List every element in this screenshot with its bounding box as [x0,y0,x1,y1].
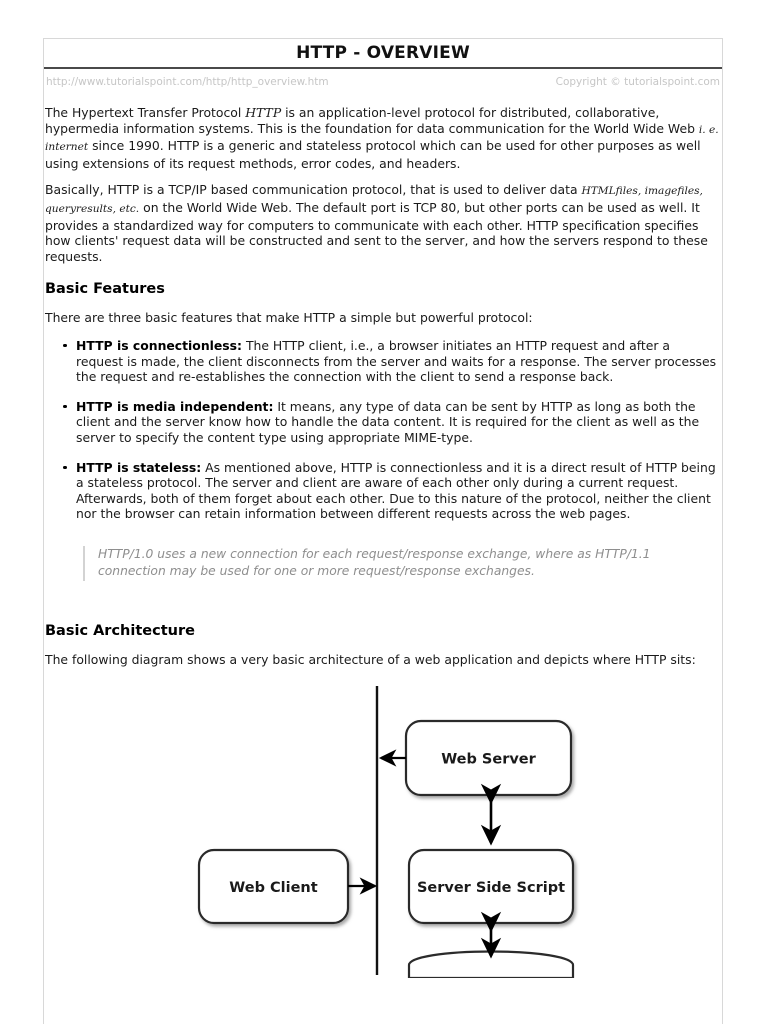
diagram-node-web-client [199,850,348,923]
diagram-node-web-server [406,721,571,795]
note-callout: HTTP/1.0 uses a new connection for each request/response exchange, where as HTTP/1.1 connection may be used for one or more request/response exchanges. [83,546,721,581]
basic-features-intro: There are three basic features that make HTTP a simple but powerful protocol: [45,310,533,326]
intro-p1-italic-internet: i. e. internet [45,123,719,154]
architecture-diagram-svg [45,678,723,978]
feature-lead: HTTP is connectionless: [76,337,242,353]
intro-p1-text-3: since 1990. HTTP is a generic and stateless protocol which can be used for other purposes as well using extensions of its request methods, error codes, and headers. [45,138,701,171]
list-item [45,338,721,385]
feature-lead: HTTP is media independent: [76,398,274,414]
basic-features-list [45,338,721,522]
heading-basic-features: Basic Features [45,281,165,298]
intro-p2-italic-datatypes: HTMLfiles, imagefiles, queryresults, etc. [45,185,703,215]
intro-p2-text-1: Basically, HTTP is a TCP/IP based communication protocol, that is used to deliver data [45,182,582,198]
heading-basic-architecture: Basic Architecture [45,622,195,639]
intro-p1-italic-http: HTTP [245,105,282,120]
document-meta-row [44,69,722,91]
document-title-bar [44,39,722,69]
web-server-label: Web Server [441,751,536,768]
intro-p1-text-1: The Hypertext Transfer Protocol [45,105,246,120]
feature-lead: HTTP is stateless: [76,459,202,475]
page-title: HTTP - OVERVIEW [296,43,470,63]
architecture-diagram [45,678,721,978]
intro-p1-text-2: is an application-level protocol for distributed, collaborative, hypermedia information systems. This is the foundation for data communication for the World Wide Web [45,105,699,136]
copyright-notice: Copyright © tutorialspoint.com [555,76,720,88]
source-url: http://www.tutorialspoint.com/http/http_overview.htm [46,76,329,88]
list-item [45,399,721,446]
intro-paragraph-1 [45,105,721,171]
document-content [44,91,722,978]
intro-p2-text-2: on the World Wide Web. The default port is TCP 80, but other ports can be used as well. It provides a standardized way for computers to communicate with each other. HTTP specification specifies how clients' request data will be constructed and sent to the server, and how the servers respond to these requests. [45,199,708,264]
server-side-script-label: Server Side Script [416,880,566,897]
web-client-label: Web Client [229,880,318,897]
basic-architecture-intro: The following diagram shows a very basic architecture of a web application and depicts where HTTP sits: [45,651,696,667]
feature-text: As mentioned above, HTTP is connectionless and it is a direct result of HTTP being a stateless protocol. The server and client are aware of each other only during a current request. Afterwards, both of them forget about each other. Due to this nature of the protocol, neither the client nor the browser can retain information between different requests across the web pages. [76,459,716,522]
list-item [45,460,721,522]
document-page [43,38,723,1024]
feature-text: It means, any type of data can be sent by HTTP as long as both the client and the server know how to handle the data content. It is required for the client as well as the server to specify the content type using appropriate MIME-type. [76,398,700,445]
intro-paragraph-2 [45,182,721,264]
diagram-node-server-side-script [409,850,573,923]
feature-text: The HTTP client, i.e., a browser initiates an HTTP request and after a request is made, the client disconnects from the server and waits for a response. The server processes the request and re-establishes the connection with the client to send a response back. [76,337,717,385]
